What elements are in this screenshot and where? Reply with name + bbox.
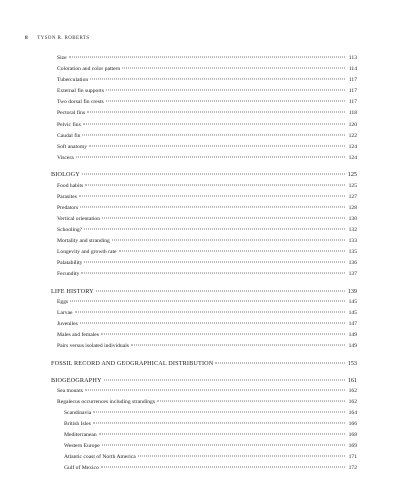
toc-entry (51, 86, 357, 97)
toc-entry (51, 64, 357, 75)
dot-leader (85, 184, 345, 185)
toc-entry (51, 192, 357, 203)
page-ref: 130 (348, 215, 357, 222)
entry-title: Longevity and growth rate (57, 249, 117, 256)
page-ref: 125 (348, 182, 357, 189)
toc-entry (51, 225, 357, 236)
toc-entry (51, 181, 357, 192)
dot-leader (96, 290, 345, 291)
toc-entry (51, 452, 357, 463)
entry-title: Tuberculation (57, 77, 89, 84)
dot-leader (89, 145, 345, 146)
entry-title: Males and females (57, 332, 99, 339)
page-ref: 124 (348, 143, 357, 150)
entry-title: Coloration and color pattern (57, 66, 121, 73)
page-ref: 127 (348, 193, 357, 200)
entry-title: Vertical orientation (57, 215, 101, 222)
dot-leader (80, 323, 345, 324)
page-ref: 133 (348, 238, 357, 244)
dot-leader (82, 134, 345, 135)
dot-leader (83, 123, 345, 124)
section-title: LIFE HISTORY (51, 287, 94, 295)
toc-entry (51, 397, 357, 408)
dot-leader (112, 240, 345, 241)
toc-entry (51, 269, 357, 280)
entry-title: Predators (57, 204, 79, 211)
entry-title: External fin supports (57, 88, 104, 95)
entry-title: Schooling? (57, 226, 83, 233)
entry-title: British Isles (64, 420, 91, 427)
dot-leader (82, 174, 345, 175)
page-ref: 120 (348, 121, 357, 128)
entry-title: Fecundity (57, 271, 80, 278)
dot-leader (102, 445, 345, 446)
dot-leader (106, 101, 345, 102)
toc-section-heading (51, 169, 357, 180)
dot-leader (119, 251, 346, 252)
dot-leader (80, 206, 345, 207)
dot-leader (93, 411, 345, 412)
page-ref: 128 (348, 204, 357, 211)
toc-entry (51, 419, 357, 430)
dot-leader (70, 300, 345, 301)
page-ref: 161 (347, 376, 357, 384)
dot-leader (99, 434, 345, 435)
dot-leader (101, 467, 345, 468)
toc-entry (51, 319, 357, 330)
toc-entry (51, 53, 357, 64)
page-ref: 171 (348, 454, 357, 461)
page-ref: 132 (348, 226, 357, 233)
entry-title: Pairs versus isolated individuals (57, 343, 129, 350)
dot-leader (102, 217, 345, 218)
page-ref: 169 (348, 443, 357, 450)
toc-entry (51, 97, 357, 108)
entry-title: Juveniles (57, 321, 78, 328)
toc-entry (51, 297, 357, 308)
entry-title: Larvae (57, 310, 73, 317)
toc-entry (51, 203, 357, 214)
page-ref: 136 (348, 260, 357, 267)
toc-entry (51, 408, 357, 419)
entry-title: Mediterranean (64, 432, 97, 438)
toc-entry (51, 236, 357, 247)
page-ref: 162 (348, 387, 357, 394)
entry-title: Soft anatomy (57, 143, 87, 150)
entry-title: Viscera (57, 154, 74, 161)
dot-leader (76, 156, 345, 157)
page-ref: 145 (348, 310, 357, 317)
toc-entry (51, 142, 357, 153)
page-ref: 168 (348, 432, 357, 438)
page-ref: 162 (348, 398, 357, 405)
section-title: BIOLOGY (51, 171, 80, 179)
entry-title: Western Europe (64, 443, 100, 450)
dot-leader (138, 456, 345, 457)
dot-leader (84, 262, 345, 263)
page-ref: 149 (348, 343, 357, 350)
dot-leader (157, 400, 345, 401)
entry-title: Sea mounts (57, 387, 83, 394)
toc-entry (51, 120, 357, 131)
entry-title: Caudal fin (57, 132, 81, 139)
dot-leader (104, 379, 345, 380)
entry-title: Parasites (57, 193, 77, 200)
page-ref: 149 (348, 332, 357, 339)
toc-entry (51, 386, 357, 397)
toc-entry (51, 214, 357, 225)
page-ref: 118 (348, 110, 357, 117)
dot-leader (79, 195, 345, 196)
entry-title: Two dorsal fin crests (57, 99, 104, 106)
entry-title: Mortality and stranding (57, 238, 110, 244)
dot-leader (90, 79, 345, 80)
dot-leader (93, 422, 345, 423)
page-ref: 153 (347, 359, 357, 367)
page-ref: 145 (348, 298, 357, 305)
entry-title: Gulf of Mexico (64, 465, 99, 472)
dot-leader (81, 273, 345, 274)
page-ref: 135 (348, 249, 357, 256)
page-ref: 117 (348, 77, 357, 84)
page-ref: 114 (348, 66, 357, 73)
dot-leader (75, 312, 345, 313)
page-ref: 124 (348, 154, 357, 161)
toc-entry (51, 330, 357, 341)
toc-entry (51, 153, 357, 164)
entry-title: Pectoral fins (57, 110, 86, 117)
dot-leader (122, 68, 345, 69)
page-ref: 117 (348, 99, 357, 106)
toc-entry (51, 131, 357, 142)
toc-entry (51, 430, 357, 441)
toc-entry (51, 75, 357, 86)
dot-leader (131, 345, 345, 346)
page-ref: 139 (347, 287, 357, 295)
dot-leader (69, 57, 345, 58)
toc-entry (51, 341, 357, 352)
dot-leader (84, 228, 345, 229)
toc-entry (51, 308, 357, 319)
toc-entry (51, 441, 357, 452)
page-ref: 147 (348, 321, 357, 328)
page-ref: 113 (348, 55, 357, 61)
dot-leader (106, 90, 345, 91)
entry-title: Pelvic fins (57, 121, 81, 128)
dot-leader (101, 334, 345, 335)
page-ref: 125 (347, 171, 357, 179)
toc-section-heading (51, 375, 357, 386)
page-number: 8 (25, 35, 29, 41)
toc-entry (51, 258, 357, 269)
page-ref: 137 (348, 271, 357, 278)
entry-title: Palatability (57, 260, 83, 267)
toc-entry (51, 463, 357, 474)
page-ref: 172 (348, 465, 357, 472)
section-title: BIOGEOGRAPHY (51, 376, 102, 384)
dot-leader (85, 389, 345, 390)
dot-leader (87, 112, 345, 113)
page-ref: 122 (348, 132, 357, 139)
table-of-contents (51, 53, 357, 474)
section-title: FOSSIL RECORD AND GEOGRAPHICAL DISTRIBUTION (51, 359, 214, 367)
toc-entry (51, 247, 357, 258)
entry-title: Size (57, 55, 67, 61)
entry-title: Atlantic coast of North America (64, 454, 136, 461)
entry-title: Eggs (57, 298, 69, 305)
page-ref: 166 (348, 420, 357, 427)
entry-title: Regalecus occurrences including strandings (57, 398, 156, 405)
author-name: TYSON R. ROBERTS (37, 35, 90, 41)
running-head (25, 34, 90, 42)
toc-entry (51, 108, 357, 119)
dot-leader (215, 362, 345, 363)
page-ref: 117 (348, 88, 357, 95)
entry-title: Food habits (57, 182, 84, 189)
entry-title: Scandinavia (64, 409, 92, 416)
toc-section-heading (51, 286, 357, 297)
page-ref: 164 (348, 409, 357, 416)
toc-section-heading (51, 358, 357, 369)
